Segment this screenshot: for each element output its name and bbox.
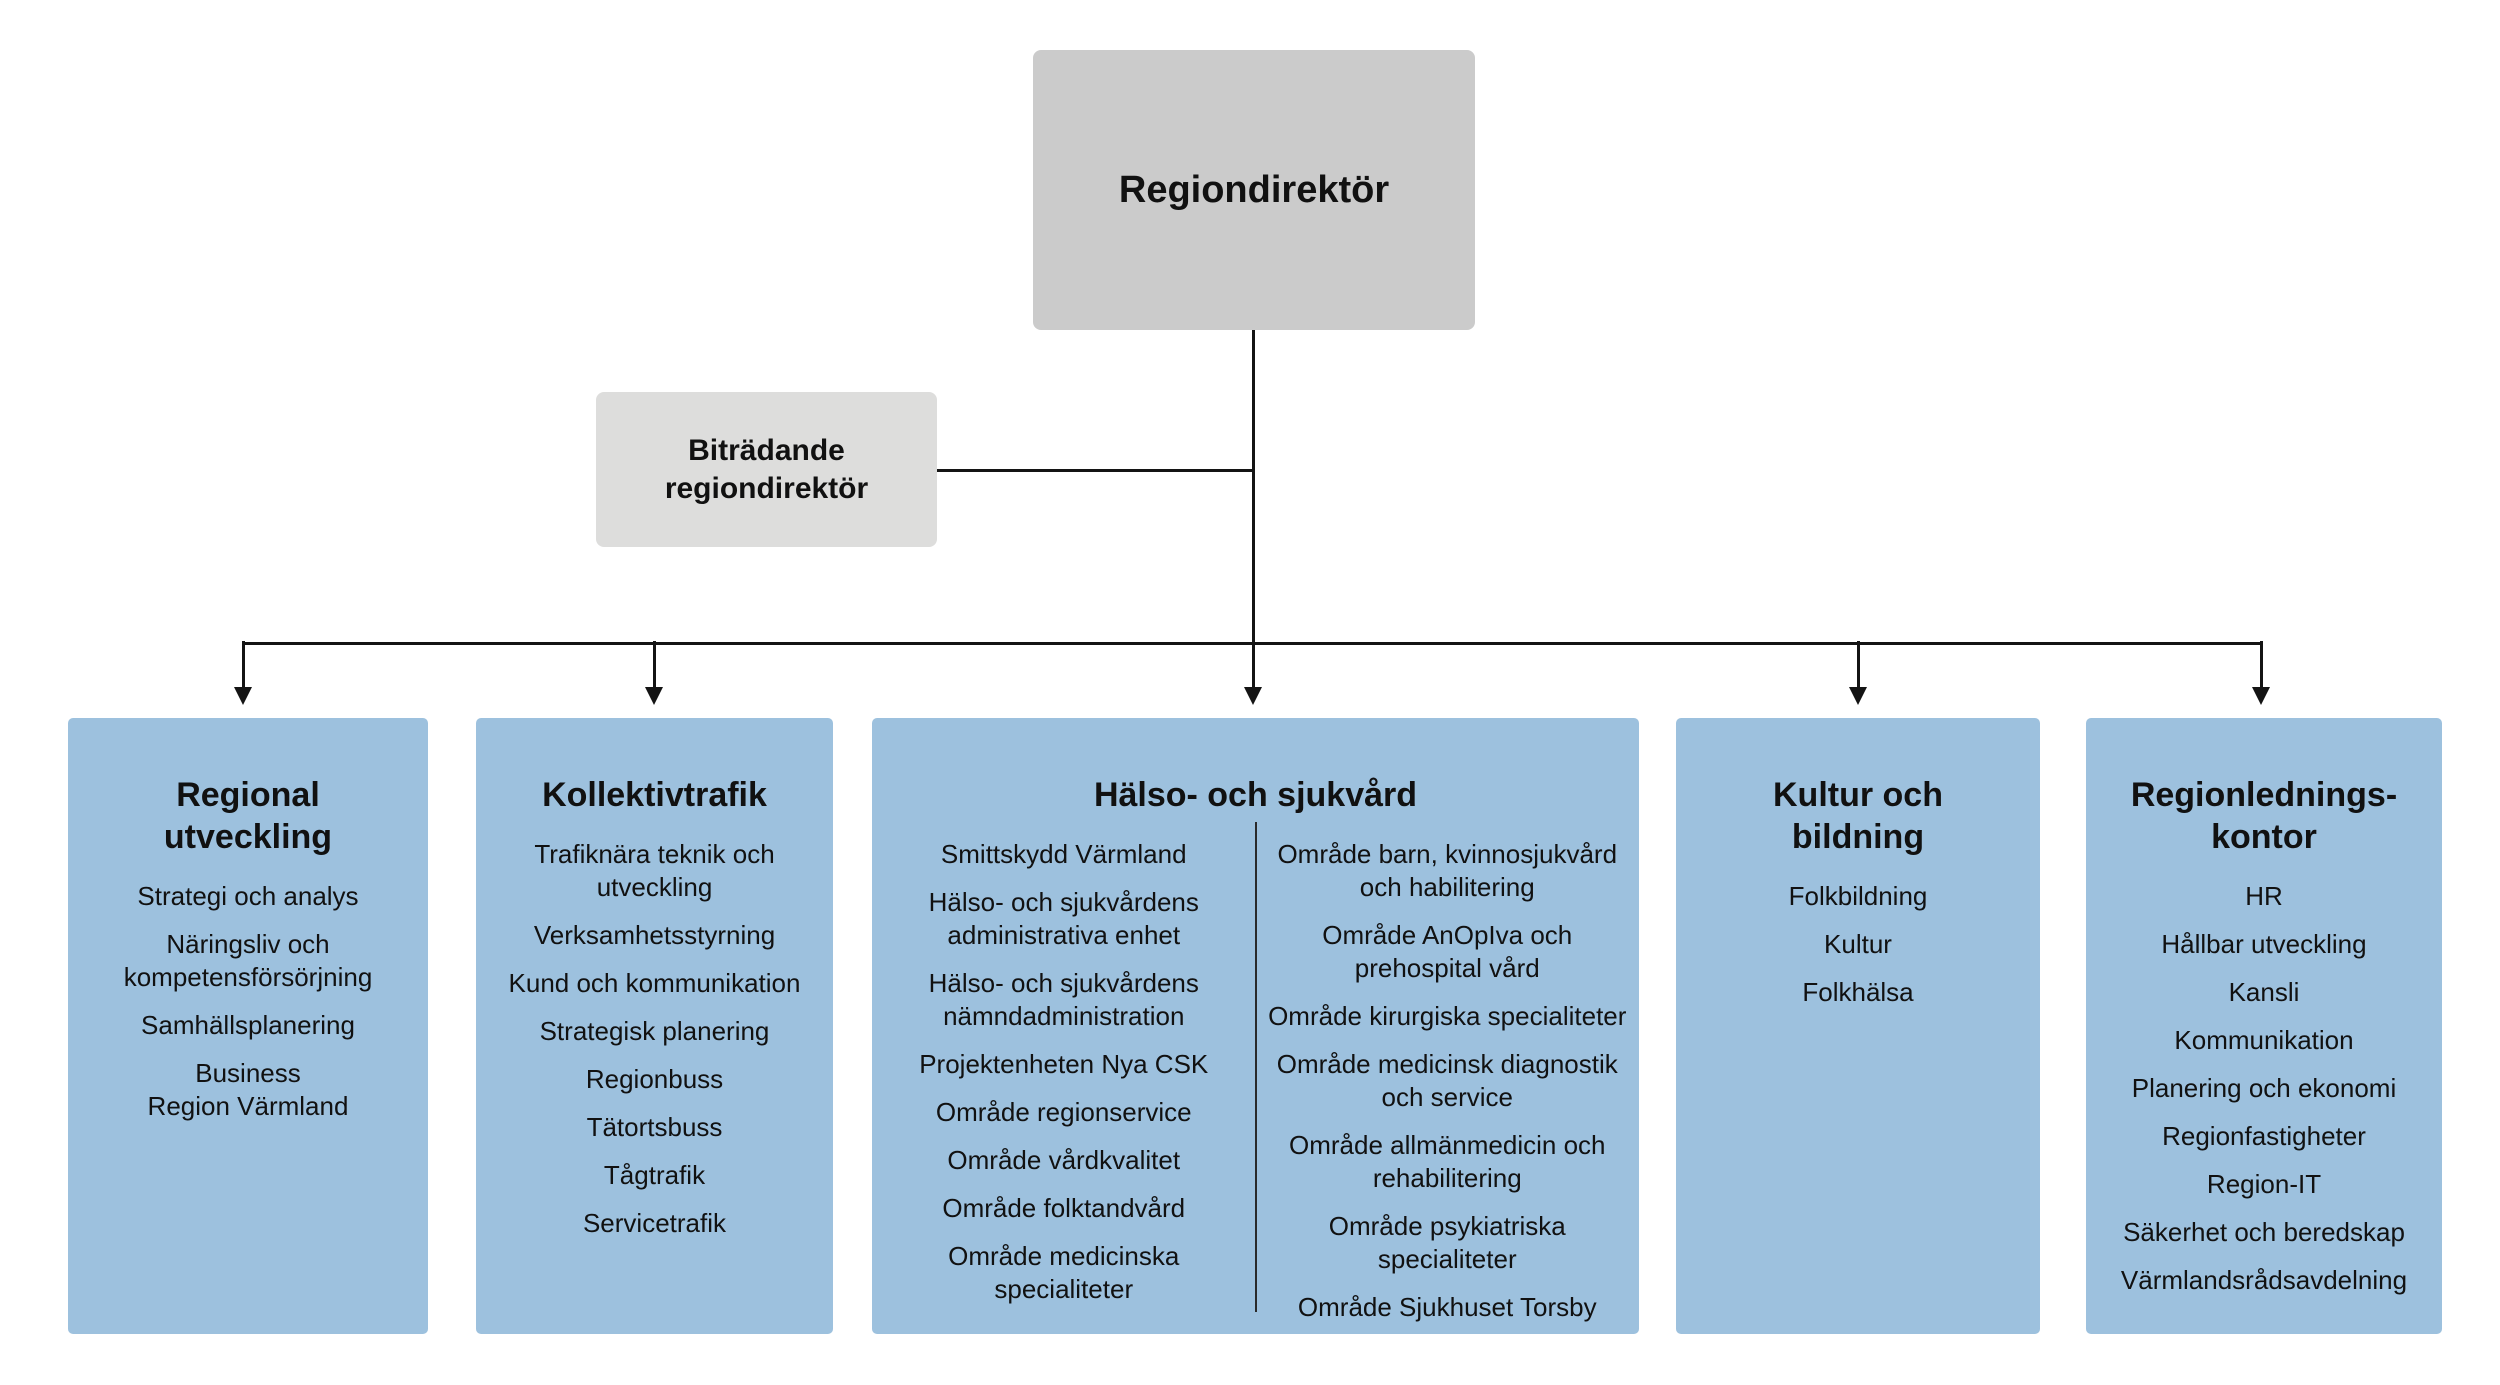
department-item [476, 967, 833, 1000]
department-item-line: Folkbildning [1788, 881, 1928, 911]
department-item [1256, 1210, 1640, 1276]
department-item-line: och service [1381, 1082, 1513, 1112]
department-item-line: prehospital vård [1354, 953, 1540, 983]
department-items [1676, 880, 2040, 1024]
department-column [476, 838, 833, 1255]
department-item-line: Region-IT [2206, 1169, 2322, 1199]
department-item [68, 1057, 428, 1123]
department-item-line: Folkhälsa [1802, 977, 1914, 1007]
department-item-line: Strategisk planering [539, 1016, 770, 1046]
department-item-line: Kommunikation [2174, 1025, 2354, 1055]
department-item-line: Kansli [2228, 977, 2300, 1007]
department-item [1256, 1129, 1640, 1195]
department-item-line: Servicetrafik [582, 1208, 727, 1238]
department-column [2086, 880, 2442, 1312]
connector-branch [2260, 641, 2263, 687]
department-column [872, 838, 1256, 1339]
column-divider [1255, 822, 1257, 1312]
arrow-down-icon [234, 687, 252, 705]
department-item-line: Region Värmland [147, 1091, 349, 1121]
department-item-line: Kund och kommunikation [508, 968, 801, 998]
department-title-line: Hälso- och sjukvård [1093, 776, 1418, 814]
arrow-down-icon [1849, 687, 1867, 705]
department-item-line: Regionbuss [585, 1064, 724, 1094]
department-item-line: Planering och ekonomi [2131, 1073, 2397, 1103]
department-item-line: Område medicinska [948, 1241, 1180, 1271]
department-title-line: Regionlednings- [2130, 776, 2398, 814]
department-item-line: Område kirurgiska specialiteter [1268, 1001, 1627, 1031]
department-item-line: Samhällsplanering [141, 1010, 355, 1040]
department-item [476, 1111, 833, 1144]
department-item-line: Område AnOpIva och [1322, 920, 1573, 950]
department-item [1676, 880, 2040, 913]
department-column [1256, 838, 1640, 1339]
department-column [68, 880, 428, 1138]
department-item [872, 1192, 1256, 1225]
department-item [872, 1096, 1256, 1129]
department-item [68, 1009, 428, 1042]
department-item [476, 1015, 833, 1048]
department-item-line: Område psykiatriska [1328, 1211, 1566, 1241]
department-item [1256, 1291, 1640, 1324]
regiondirektor-label: Regiondirektör [1118, 169, 1390, 211]
department-item-line: Tågtrafik [603, 1160, 706, 1190]
department-item-line: Säkerhet och beredskap [2123, 1217, 2405, 1247]
department-item [872, 1048, 1256, 1081]
department-item [872, 967, 1256, 1033]
deputy-regiondirektor-label-line: regiondirektör [664, 471, 869, 505]
connector-branch [1252, 641, 1255, 687]
department-item [1256, 1048, 1640, 1114]
department-item [68, 928, 428, 994]
department-item [2086, 1264, 2442, 1297]
department-item-line: Område allmänmedicin och [1289, 1130, 1606, 1160]
department-item-line: specialiteter [1377, 1244, 1517, 1274]
regiondirektor-box [1033, 50, 1475, 330]
deputy-regiondirektor-box [596, 392, 937, 547]
department-box-halso-och-sjukvard [872, 718, 1639, 1334]
department-item-line: rehabilitering [1372, 1163, 1522, 1193]
department-item-line: Område vårdkvalitet [947, 1145, 1181, 1175]
department-item [1256, 838, 1640, 904]
department-title-line: Kultur och [1773, 776, 1943, 814]
department-item-line: Tätortsbuss [586, 1112, 723, 1142]
department-item [2086, 880, 2442, 913]
department-title [1676, 774, 2040, 858]
department-item [68, 880, 428, 913]
department-item [872, 886, 1256, 952]
department-item-line: HR [2245, 881, 2283, 911]
department-item-line: Område folktandvård [942, 1193, 1186, 1223]
department-item [872, 1240, 1256, 1306]
department-box-regionledningskontor [2086, 718, 2442, 1334]
connector-deputy-horizontal [937, 469, 1253, 472]
connector-branch [242, 641, 245, 687]
department-item [476, 838, 833, 904]
department-item-line: administrativa enhet [947, 920, 1181, 950]
department-item [2086, 1216, 2442, 1249]
department-item-line: Hållbar utveckling [2161, 929, 2367, 959]
department-items [2086, 880, 2442, 1312]
department-item-line: Kultur [1824, 929, 1892, 959]
deputy-regiondirektor-label-line: Biträdande [688, 433, 845, 467]
department-item [2086, 928, 2442, 961]
department-item [476, 1207, 833, 1240]
department-item [1256, 919, 1640, 985]
department-item [476, 1063, 833, 1096]
department-item [872, 838, 1256, 871]
department-item-line: Område regionservice [935, 1097, 1192, 1127]
department-item [1676, 928, 2040, 961]
department-item [1676, 976, 2040, 1009]
arrow-down-icon [645, 687, 663, 705]
department-title [2086, 774, 2442, 858]
department-item [1256, 1000, 1640, 1033]
department-title-line: kontor [2211, 818, 2317, 856]
department-item-line: Trafiknära teknik och [534, 839, 775, 869]
department-item-line: Regionfastigheter [2162, 1121, 2366, 1151]
department-title-line: utveckling [163, 818, 333, 856]
department-item [476, 1159, 833, 1192]
department-box-regional-utveckling [68, 718, 428, 1334]
department-item-line: Område barn, kvinnosjukvård [1277, 839, 1618, 869]
arrow-down-icon [2252, 687, 2270, 705]
department-item-line: nämndadministration [943, 1001, 1185, 1031]
department-box-kollektivtrafik [476, 718, 833, 1334]
department-item [2086, 1024, 2442, 1057]
department-box-kultur-och-bildning [1676, 718, 2040, 1334]
connector-branch [1857, 641, 1860, 687]
department-title-line: bildning [1791, 818, 1925, 856]
department-title-line: Regional [176, 776, 320, 814]
department-item-line: Område medicinsk diagnostik [1276, 1049, 1618, 1079]
connector-main-vertical [1252, 330, 1255, 643]
department-title [476, 774, 833, 816]
department-item [872, 1144, 1256, 1177]
department-item-line: Verksamhetsstyrning [533, 920, 776, 950]
department-title [68, 774, 428, 858]
department-item-line: Business [195, 1058, 301, 1088]
department-item [2086, 976, 2442, 1009]
department-title-line: Kollektivtrafik [542, 776, 767, 814]
department-item-line: utveckling [596, 872, 713, 902]
department-item-line: och habilitering [1359, 872, 1535, 902]
department-column [1676, 880, 2040, 1024]
department-item [476, 919, 833, 952]
connector-branch [653, 641, 656, 687]
department-item-line: Näringsliv och [166, 929, 330, 959]
department-item-line: Hälso- och sjukvårdens [928, 887, 1199, 917]
department-item-line: Område Sjukhuset Torsby [1297, 1292, 1597, 1322]
department-item-line: Hälso- och sjukvårdens [928, 968, 1199, 998]
department-items [476, 838, 833, 1255]
department-item-line: Projektenheten Nya CSK [919, 1049, 1209, 1079]
department-item-line: Strategi och analys [137, 881, 359, 911]
department-items [68, 880, 428, 1138]
department-title [872, 774, 1639, 816]
department-item-line: Smittskydd Värmland [940, 839, 1187, 869]
department-item [2086, 1120, 2442, 1153]
department-item-line: specialiteter [994, 1274, 1134, 1304]
arrow-down-icon [1244, 687, 1262, 705]
department-item [2086, 1072, 2442, 1105]
department-item-line: kompetensförsörjning [123, 962, 373, 992]
department-item-line: Värmlandsrådsavdelning [2120, 1265, 2408, 1295]
department-item [2086, 1168, 2442, 1201]
